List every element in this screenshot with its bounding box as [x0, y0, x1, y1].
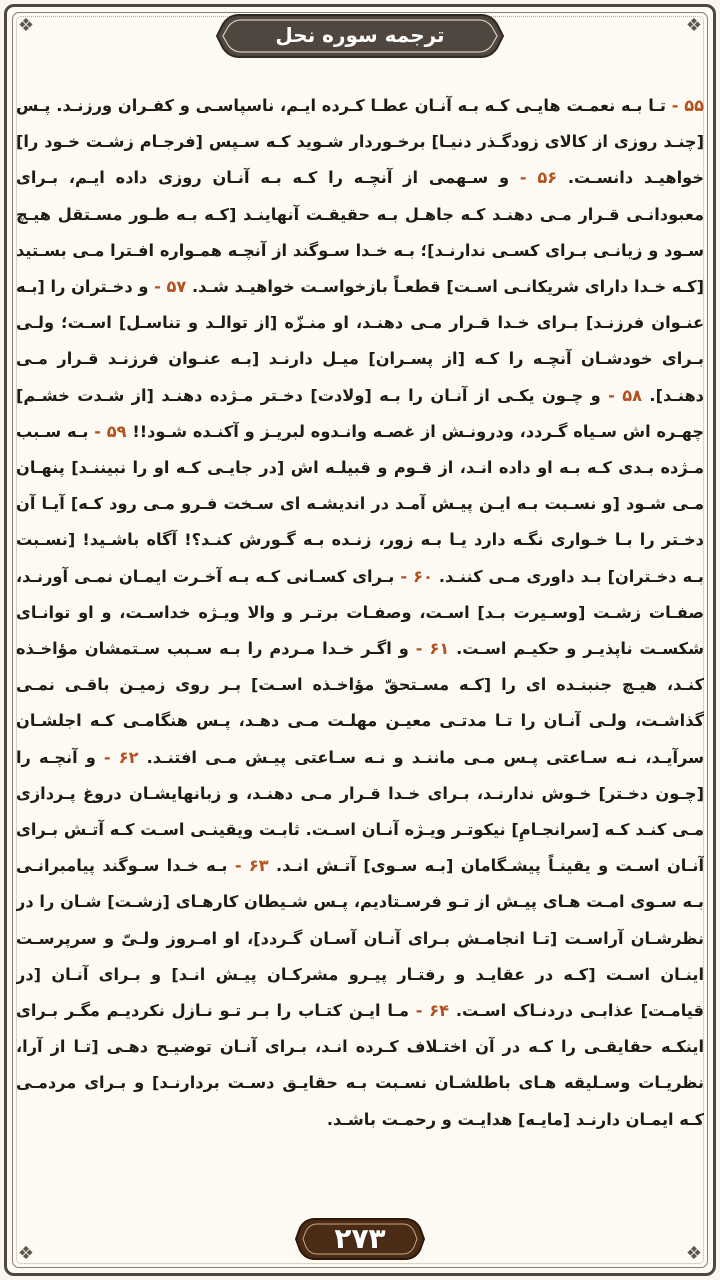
verse-text: بـرای کسـانی کـه بـه آخـرت ایمـان نمـی آورنـد، صفـات زشـت [وسـیرت بـد] اسـت، وصفـات برتـر و والا ویـژه خداسـت، و او توانـای شکسـت ناپذیـر و حکیـم اسـت.	[16, 566, 704, 659]
corner-ornament-icon: ❖	[685, 1243, 703, 1264]
verse-text: و آنچـه را [چـون دخـتر] خـوش ندارنـد، بـرای خـدا قـرار مـی دهنـد، و زبانهایشـان دروغ پـردازی مـی کنـد کـه [سرانجـامِ] نیکوتـر ویـژه آنـان اسـت. ثابـت ویقینـی اسـت کـه آتـش بـرای آنـان اسـت و یقینـاً پیشـگامان [بـه سـوی] آتـش انـد.	[16, 747, 704, 876]
verse-text: بـه خـدا سـوگند پیامبرانـی بـه سـوی امـت هـای پیـش از تـو فرسـتادیم، پـس شـیطان کارهـای [زشـت] شـان را در نظرشـان آراسـت [تـا انجامـش بـرای آنـان آسـان گـردد]، او امـروز ولـیّ و سرپرسـت اینـان اسـت [کـه در عقایـد و رفتـار پیـرو مشرکـان پیـش انـد] و بـرای آنـان [در قیامـت] عذابـی دردنـاک اسـت.	[16, 856, 704, 1021]
verse-number: ۵۹ -	[94, 421, 127, 441]
verse-number: ۶۲ -	[103, 747, 139, 767]
corner-ornament-icon: ❖	[17, 1243, 35, 1264]
translation-text	[16, 88, 704, 1216]
verse-text: مـا ایـن کتـاب را بـر تـو نـازل نکردیـم مگـر بـرای اینکـه حقایقـی را کـه در آن اختـلاف کـرده انـد، بـرای آنـان توضیـح دهـی [تـا از آرا، نظریـات وسـلیقه هـای باطلشـان نسـبت بـه حقایـق دسـت بردارنـد] و بـرای مردمـی کـه ایمـان دارنـد [مایـه] هدایـت و رحمـت باشـد.	[16, 1001, 704, 1129]
title-banner	[215, 12, 505, 60]
verse-number: ۶۳ -	[234, 856, 269, 876]
verse-number: ۵۷ -	[154, 277, 187, 297]
verse-number: ۶۴ -	[415, 1001, 450, 1021]
verse-text: و اگـر خـدا مـردم را بـه سـبب سـتمشان مؤاخـذه کنـد، هیـچ جنبنـده ای را [کـه مسـتحقّ مؤاخـذه اسـت] بـر روی زمیـن باقـی نمـی گذاشـت، ولـی آنـان را تـا مدتـی معیـن مهلـت مـی دهـد، پـس هنگامـی کـه اجلشـان سرآیـد، نـه سـاعتی پـس مـی ماننـد و نـه سـاعتی پیـش مـی افتنـد.	[16, 639, 704, 767]
corner-ornament-icon: ❖	[685, 15, 703, 36]
verse-number: ۵۸ -	[608, 385, 642, 405]
page-number-badge	[295, 1216, 425, 1262]
verse-text: و سـهمی از آنچـه را کـه بـه آنـان روزی داده ایـم، بـرای معبودانـی قـرار مـی دهنـد کـه جاهـل بـه حقیقـت آنهاینـد [کـه بـه طـور مسـتقل هیـچ سـود و زیانـی بـرای کسـی ندارنـد]؛ بـه خـدا سـوگند از آنچـه همـواره افـترا مـی بسـتید [کـه خـدا دارای شریکانـی اسـت] قطعـاً بازخواسـت خواهیـد شـد.	[16, 168, 704, 297]
verse-text: تـا بـه نعمـت هایـی کـه بـه آنـان عطـا کـرده ایـم، ناسپاسـی و کفـران ورزنـد. پـس [چنـد روزی از کالای زودگـذر دنیـا] برخـوردار شـوید کـه سـپس [فرجـام زشـت خـود را] خواهیـد دانسـت.	[16, 96, 704, 188]
verse-number: ۶۰ -	[400, 566, 433, 586]
verse-number: ۶۱ -	[415, 639, 450, 659]
corner-ornament-icon: ❖	[17, 15, 35, 36]
verse-number: ۵۶ -	[519, 168, 558, 188]
verse-text: و دخـتران را [بـه عنـوان فرزنـد] بـرای خـدا قـرار مـی دهنـد، او منـزّه [از توالـد و تناسـل] اسـت؛ ولـی بـرای خودشـان آنچـه را کـه [از پسـران] میـل دارنـد [بـه عنـوان فرزنـد قـرار مـی دهنـد].	[16, 277, 704, 405]
page-title: ترجمه سوره نحل	[275, 23, 445, 47]
verse-text: و چـون یکـی از آنـان را بـه [ولادت] دخـتر مـژده دهنـد [از شـدت خشـم] چهـره اش سـیاه گـردد، ودرونـش از غصـه وانـدوه لبریـز و آکنـده شـود!!	[16, 385, 704, 441]
page-number: ۲۷۳	[334, 1222, 386, 1255]
verse-number: ۵۵ -	[671, 96, 704, 115]
verse-text: بـه سـبب مـژده بـدی کـه بـه او داده انـد، از قـوم و قبیلـه اش [در جایـی کـه او را نبیننـد] پنهـان مـی شـود [و نسـبت بـه ایـن پیـش آمـد در اندیشـه ای سـخت فـرو مـی رود کـه] آیـا آن دخـتر را بـا خـواری نگـه دارد یـا بـه زور، زنـده بـه گـورش کنـد؟! آگاه باشـید! [نسـبت بـه دخـتران] بـد داوری مـی کننـد.	[16, 421, 704, 586]
